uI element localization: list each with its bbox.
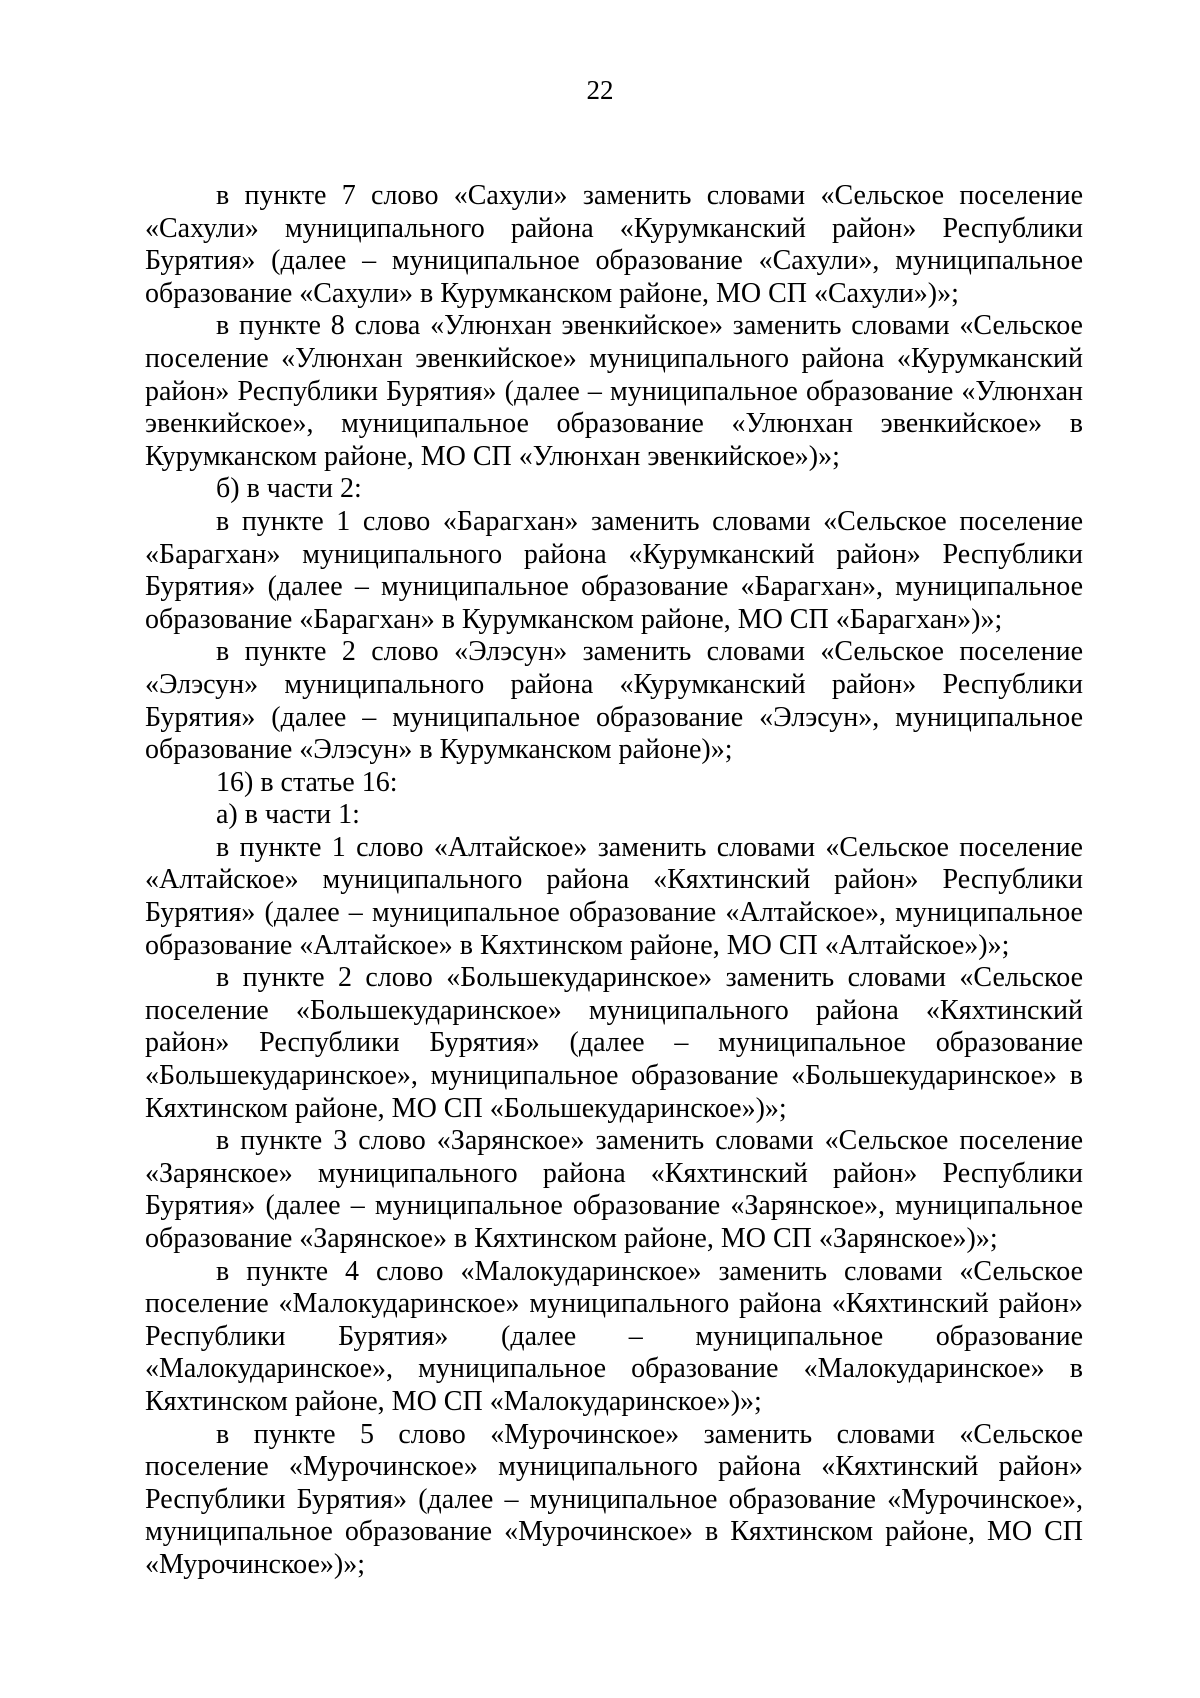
paragraph-3: б) в части 2: bbox=[216, 473, 362, 505]
paragraph-2: в пункте 8 слова «Улюнхан эвенкийское» заменить словами «Сельское поселение «Улюнхан эвенкийское» муниципального района «Курумканский район» Республики Бурятия» (далее – муниципальное образование «Улюнхан эвенкийское», муниципальное образование «Улюнхан эвенкийское» в Курумканском районе, МО СП «Улюнхан эвенкийское»)»; bbox=[145, 310, 1083, 472]
paragraph-8: в пункте 1 слово «Алтайское» заменить словами «Сельское поселение «Алтайское» муниципального района «Кяхтинский район» Республики Бурятия» (далее – муниципальное образование «Алтайское», муниципальное образование «Алтайское» в Кяхтинском районе, МО СП «Алтайское»)»; bbox=[145, 831, 1083, 961]
page-number: 22 bbox=[586, 75, 614, 105]
paragraph-5: в пункте 2 слово «Элэсун» заменить словами «Сельское поселение «Элэсун» муниципального района «Курумканский район» Республики Бурятия» (далее – муниципальное образование «Элэсун», муниципальное образование «Элэсун» в Курумканском районе)»; bbox=[145, 636, 1083, 766]
paragraph-9: в пункте 2 слово «Большекударинское» заменить словами «Сельское поселение «Большекударинское» муниципального района «Кяхтинский район» Республики Бурятия» (далее – муниципальное образование «Большекударинское», муниципальное образование «Большекударинское» в Кяхтинском районе, МО СП «Большекударинское»)»; bbox=[145, 962, 1083, 1124]
paragraph-6: 16) в статье 16: bbox=[216, 766, 398, 798]
paragraph-10: в пункте 3 слово «Зарянское» заменить словами «Сельское поселение «Зарянское» муниципального района «Кяхтинский район» Республики Бурятия» (далее – муниципальное образование «Зарянское», муниципальное образование «Зарянское» в Кяхтинском районе, МО СП «Зарянское»)»; bbox=[145, 1125, 1083, 1254]
document-body bbox=[145, 180, 1083, 1582]
paragraph-11: в пункте 4 слово «Малокударинское» заменить словами «Сельское поселение «Малокударинское» муниципального района «Кяхтинский район» Республики Бурятия» (далее – муниципальное образование «Малокударинское», муниципальное образование «Малокударинское» в Кяхтинском районе, МО СП «Малокударинское»)»; bbox=[145, 1255, 1083, 1417]
paragraph-4: в пункте 1 слово «Барагхан» заменить словами «Сельское поселение «Барагхан» муниципального района «Курумканский район» Республики Бурятия» (далее – муниципальное образование «Барагхан», муниципальное образование «Барагхан» в Курумканском районе, МО СП «Барагхан»)»; bbox=[145, 505, 1083, 635]
paragraph-1: в пункте 7 слово «Сахули» заменить словами «Сельское поселение «Сахули» муниципального района «Курумканский район» Республики Бурятия» (далее – муниципальное образование «Сахули», муниципальное образование «Сахули» в Курумканском районе, МО СП «Сахули»)»; bbox=[145, 180, 1083, 309]
paragraph-7: а) в части 1: bbox=[216, 799, 360, 831]
paragraph-12: в пункте 5 слово «Мурочинское» заменить словами «Сельское поселение «Мурочинское» муниципального района «Кяхтинский район» Республики Бурятия» (далее – муниципальное образование «Мурочинское», муниципальное образование «Мурочинское» в Кяхтинском районе, МО СП «Мурочинское»)»; bbox=[145, 1418, 1083, 1580]
